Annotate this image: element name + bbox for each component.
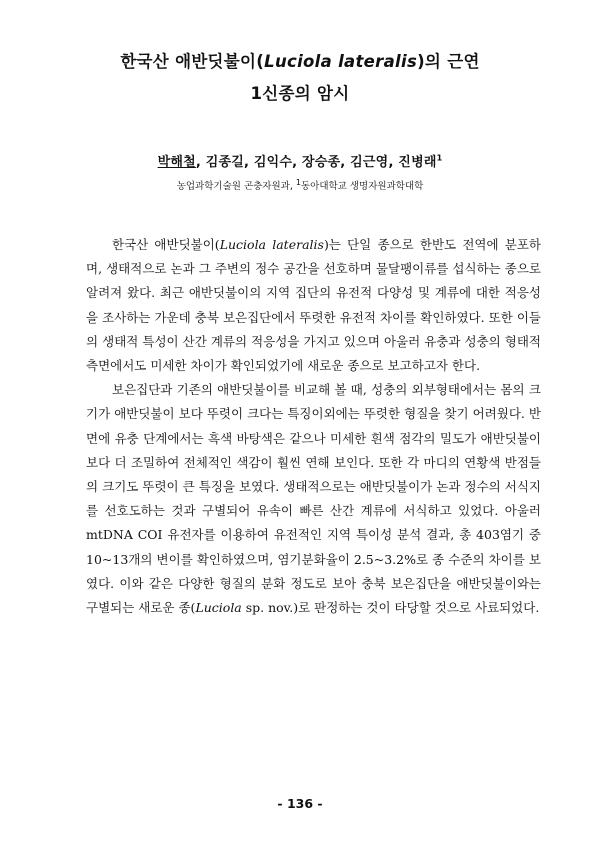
affiliation-1: 농업과학기술원 곤충자원과, <box>176 181 296 193</box>
p2-text-b: sp. nov.)로 판정하는 것이 타당할 것으로 사료되었다. <box>241 600 540 616</box>
paper-title-line1 <box>40 48 560 72</box>
title-suffix: )의 근연 <box>417 52 480 71</box>
p2-scientific-name: Luciola <box>195 600 242 616</box>
affiliations <box>40 178 560 192</box>
p2-text-a: 보은집단과 기존의 애반딧불이를 비교해 볼 때, 성충의 외부형태에서는 몸의 크기가 애반딧불이 보다 뚜렷이 크다는 특징이외에는 뚜렷한 형질을 찾기 어려웠다. 반면에 유충 단계에서는 흑색 바탕색은 같으나 미세한 흰색 점각의 밀도가 애반딧불이보다 더 조밀하여 전체적인 색감이 훨씬 연해 보인다. 또한 각 마디의 연황색 반점들의 크기도 뚜렷이 큰 특징을 보였다. 생태적으로는 애반딧불이가 논과 정수의 서식지를 선호도하는 것과 구별되어 유속이 빠른 산간 계류에 서식하고 있었다. 아울러 mtDNA COI 유전자를 이용하여 유전적인 지역 특이성 분석 결과, 총 403염기 중 10~13개의 변이를 확인하였으며, 염기분화율이 2.5~3.2%로 종 수준의 차이를 보였다. 이와 같은 다양한 형질의 분화 정도로 보아 충북 보은집단을 애반딧불이와는 구별되는 새로운 종( <box>86 382 541 616</box>
title-prefix: 한국산 애반딧불이( <box>120 52 265 71</box>
p1-scientific-name: Luciola lateralis <box>219 237 324 252</box>
p1-text-a: 한국산 애반딧불이( <box>112 237 220 252</box>
author-affil-marker: 1 <box>436 153 443 163</box>
author-list <box>40 151 560 170</box>
affiliation-marker: 1 <box>295 178 301 187</box>
abstract-paragraph-1 <box>86 233 541 378</box>
abstract-body <box>86 233 541 620</box>
co-authors: , 김종길, 김익수, 장승종, 김근영, 진병래 <box>195 155 437 170</box>
first-author: 박해철 <box>157 155 196 170</box>
abstract-paragraph-2 <box>86 378 541 620</box>
title-scientific-name: Luciola lateralis <box>264 52 418 71</box>
page-number: - 136 - <box>277 796 323 811</box>
affiliation-2: 동아대학교 생명자원과학대학 <box>300 181 424 193</box>
paper-title-line2: 1신종의 암시 <box>250 84 350 103</box>
p1-text-b: )는 단일 종으로 한반도 전역에 분포하며, 생태적으로 논과 그 주변의 정수 공간을 선호하며 물달팽이류를 섭식하는 종으로 알려져 왔다. 최근 애반딧불이의 지역 집단의 유전적 다양성 및 계류에 대한 적응성을 조사하는 가운데 충북 보은집단에서 뚜렷한 유전적 차이를 확인하였다. 또한 이들의 생태적 특성이 산간 계류의 적응성을 가지고 있으며 아울러 유충과 성충의 형태적 측면에서도 미세한 차이가 확인되었기에 새로운 종으로 보고하고자 한다. <box>86 237 541 374</box>
